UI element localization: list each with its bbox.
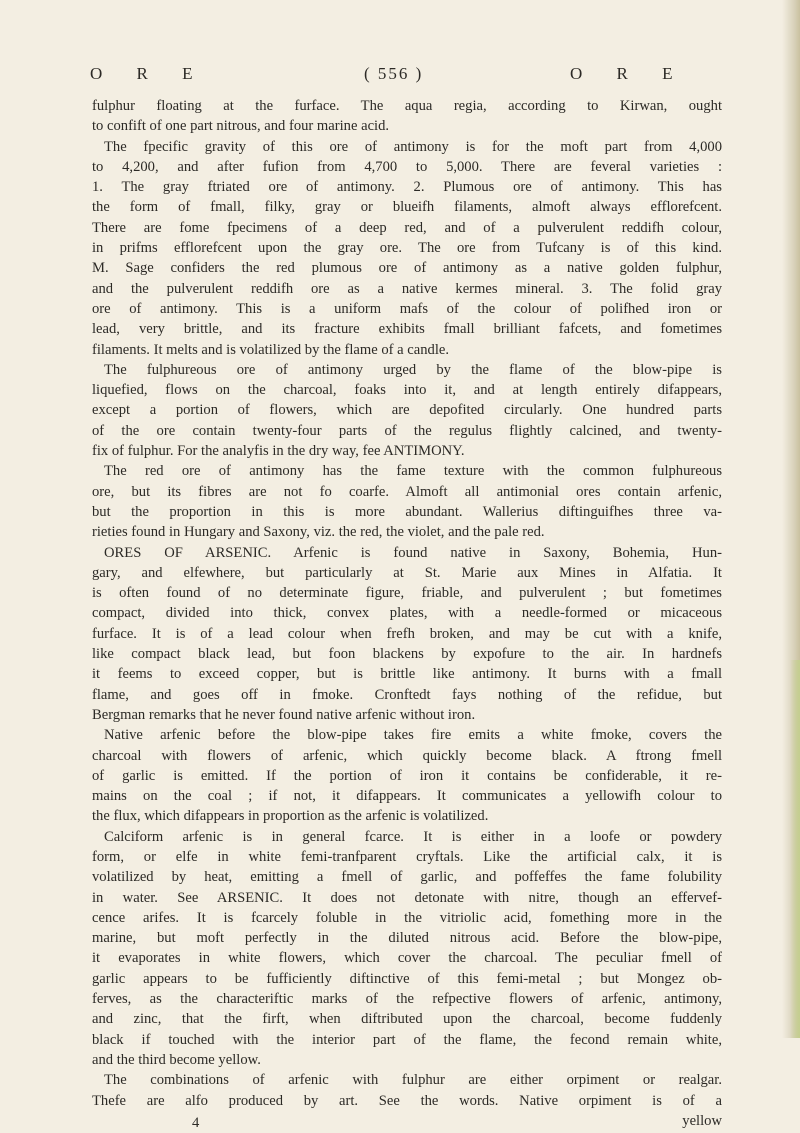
text-line: Native arfenic before the blow-pipe takes fire emits a white fmoke, covers the <box>104 727 722 744</box>
text-line: except a portion of flowers, which are depofited circularly. One hundred parts <box>92 402 722 419</box>
text-line: There are fome fpecimens of a deep red, and of a pulverulent reddifh colour, <box>92 219 722 236</box>
text-line: ore, but its fibres are not fo coarfe. Almoft all antimonial ores contain arfenic, <box>92 483 722 500</box>
text-line: of the ore contain twenty-four parts of the regulus flightly calcined, and twenty- <box>92 422 722 439</box>
text-line: the flux, which difappears in proportion as the arfenic is volatilized. <box>92 808 489 825</box>
text-line: it feems to exceed copper, but is brittle like antimony. It burns with a fmall <box>92 666 722 683</box>
text-line: flame, and goes off in fmoke. Cronftedt fays nothing of the refidue, but <box>92 686 722 703</box>
text-line: in water. See ARSENIC. It does not detonate with nitre, though an effervef- <box>92 889 722 906</box>
text-line: volatilized by heat, emitting a fmell of garlic, and poffeffes the fame folubility <box>92 869 722 886</box>
text-line: and the pulverulent reddifh ore as a native kermes mineral. 3. The folid gray <box>92 280 722 297</box>
signature-mark: 4 <box>192 1114 200 1131</box>
text-line: in prifms efflorefcent upon the gray ore. The ore from Tufcany is of this kind. <box>92 240 722 257</box>
running-header <box>0 60 800 88</box>
text-line: The combinations of arfenic with fulphur are either orpiment or realgar. <box>104 1072 722 1089</box>
text-line: The fulphureous ore of antimony urged by the flame of the blow-pipe is <box>104 361 722 378</box>
header-right-word: O R E <box>570 64 679 83</box>
text-line: charcoal with flowers of arfenic, which quickly become black. A ftrong fmell <box>92 747 722 764</box>
text-line: compact, divided into thick, convex plates, with a needle-formed or micaceous <box>92 605 722 622</box>
header-left-word: O R E <box>90 64 199 83</box>
text-line: Calciform arfenic is in general fcarce. It is either in a loofe or powdery <box>104 828 722 845</box>
text-line: is often found of no determinate figure, friable, and pulverulent ; but fometimes <box>92 585 722 602</box>
text-line: The red ore of antimony has the fame texture with the common fulphureous <box>104 463 722 480</box>
page-edge-tint <box>790 660 800 1038</box>
text-line: fix of fulphur. For the analyfis in the dry way, fee ANTIMONY. <box>92 443 465 460</box>
text-line: black if touched with the interior part of the flame, the fecond remain white, <box>92 1031 722 1048</box>
text-line: it evaporates in white flowers, which cover the charcoal. The peculiar fmell of <box>92 950 722 967</box>
text-line: and zinc, that the firft, when diftributed upon the charcoal, become fuddenly <box>92 1011 722 1028</box>
text-line: of garlic is emitted. If the portion of iron it contains be confiderable, it re- <box>92 767 722 784</box>
text-line: to confift of one part nitrous, and four marine acid. <box>92 118 390 135</box>
text-line: ORES OF ARSENIC. Arfenic is found native in Saxony, Bohemia, Hun- <box>104 544 722 561</box>
text-line: lead, very brittle, and its fracture exhibits fmall brilliant fafcets, and fometimes <box>92 321 722 338</box>
page-number: ( 556 ) <box>364 64 424 83</box>
text-line: the form of fmall, filky, gray or blueifh filaments, almoft always efflorefcent. <box>92 199 722 216</box>
text-line: furface. It is of a lead colour when frefh broken, and may be cut with a knife, <box>92 625 722 642</box>
text-line: form, or elfe in white femi-tranfparent cryftals. Like the artificial calx, it is <box>92 848 722 865</box>
text-line: mains on the coal ; if not, it difappears. It communicates a yellowifh colour to <box>92 788 722 805</box>
text-line: ferves, as the characteriftic marks of the refpective flowers of arfenic, antimony, <box>92 991 722 1008</box>
text-line: to 4,200, and after fufion from 4,700 to 5,000. There are feveral varieties : <box>92 158 722 175</box>
text-line: Bergman remarks that he never found native arfenic without iron. <box>92 706 476 723</box>
catchword: yellow <box>682 1112 722 1129</box>
text-line: Thefe are alfo produced by art. See the words. Native orpiment is of a <box>92 1092 722 1109</box>
body-text <box>92 96 722 1131</box>
text-line: like compact black lead, but foon blackens by expofure to the air. In hardnefs <box>92 646 722 663</box>
page-footer-line <box>92 1111 722 1131</box>
text-line: filaments. It melts and is volatilized by the flame of a candle. <box>92 341 450 358</box>
text-line: cence arifes. It is fcarcely foluble in the vitriolic acid, fomething more in the <box>92 909 722 926</box>
text-line: M. Sage confiders the red plumous ore of antimony as a native golden fulphur, <box>92 260 722 277</box>
text-line: rieties found in Hungary and Saxony, viz. the red, the violet, and the pale red. <box>92 524 545 541</box>
text-line: garlic appears to be fufficiently diftinctive of this femi-metal ; but Mongez ob- <box>92 970 722 987</box>
text-line: 1. The gray ftriated ore of antimony. 2. Plumous ore of antimony. This has <box>92 179 722 196</box>
text-line: gary, and elfewhere, but particularly at St. Marie aux Mines in Alfatia. It <box>92 564 722 581</box>
text-line: fulphur floating at the furface. The aqua regia, according to Kirwan, ought <box>92 98 722 114</box>
text-line: but the proportion in this is more abundant. Wallerius diftinguifhes three va- <box>92 503 722 520</box>
text-line: liquefied, flows on the charcoal, foaks into it, and at length entirely difappears, <box>92 382 722 399</box>
text-line: ore of antimony. This is a uniform mafs of the colour of polifhed iron or <box>92 300 722 317</box>
text-line: marine, but moft perfectly in the diluted nitrous acid. Before the blow-pipe, <box>92 930 722 947</box>
text-line: and the third become yellow. <box>92 1051 261 1068</box>
text-line: The fpecific gravity of this ore of antimony is for the moft part from 4,000 <box>104 138 722 155</box>
